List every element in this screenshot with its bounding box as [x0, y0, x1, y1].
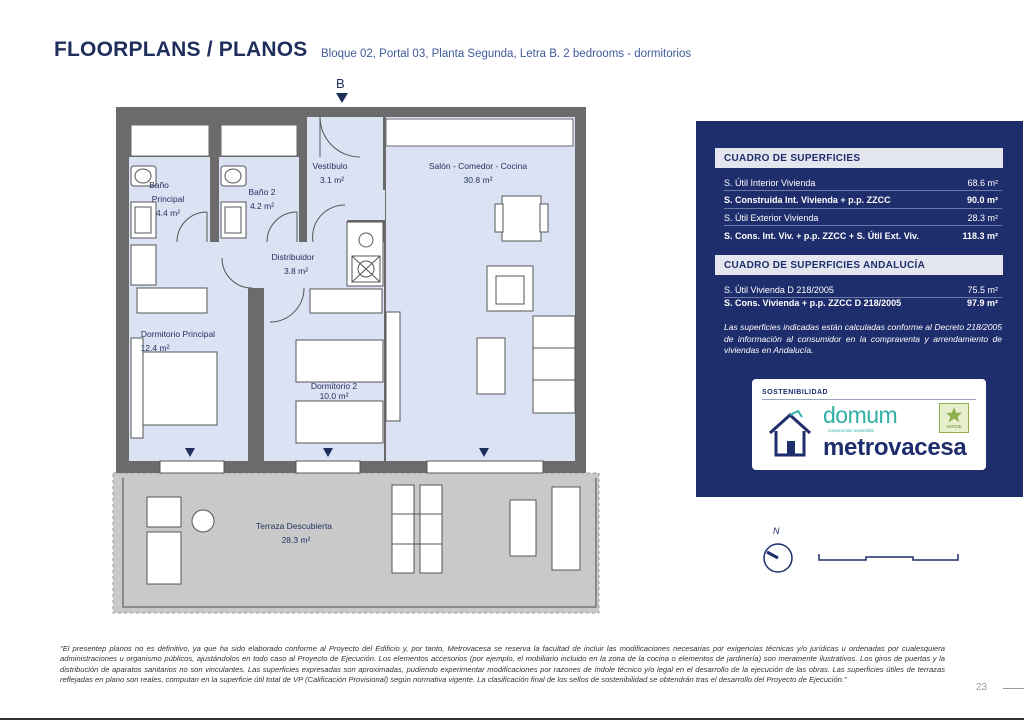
surface-row: S. Útil Interior Vivienda 68.6 m² [724, 178, 998, 188]
room-label: Baño 2 [248, 187, 276, 197]
surface-row: S. Útil Exterior Vivienda 28.3 m² [724, 213, 998, 223]
sustainability-heading: SOSTENIBILIDAD [762, 389, 829, 396]
surface-row: S. Cons. Int. Viv. + p.p. ZZCC + S. Útil Ext. Viv. 118.3 m² [724, 231, 998, 241]
room-area: 4.4 m² [155, 208, 181, 218]
metrovacesa-logo: metrovacesa [823, 434, 967, 461]
room-label: Terraza Descubierta [255, 521, 333, 531]
unit-letter: B [336, 76, 345, 91]
surface-row: S. Útil Vivienda D 218/2005 75.5 m² [724, 285, 998, 295]
surfaces-note: Las superficies indicadas están calculadas conforme al Decreto 218/2005 de información al consumidor en la compraventa y arrendamiento de viviendas en Andalucía. [724, 322, 1002, 355]
compass-north-label: N [773, 526, 780, 536]
scale-bar [818, 553, 960, 563]
house-logo-icon [766, 407, 818, 459]
room-area: 28.3 m² [281, 535, 311, 545]
room-area: 4.2 m² [249, 201, 275, 211]
legal-disclaimer: "El presentep planos no es definitivo, ya que ha sido elaborado conforme al Proyecto del Edificio y, por tanto, Metrovacesa se reserva la facultad de incluir las modificaciones necesarias por exigencias técnicas y/o jurídicas u ordenadas por cualesquiera administraciones u organismo públicos, ajustándolos en todo caso al Proyecto de Ejecución. Los elementos accesorios (por ejemplo, el mobiliario incluido en la zona de la cocina o elementos de jardinería) son meramente ilustrativos. Los giros de puertas y la distribución de aparatos sanitarios no son vinculantes. Las superficies expresadas son aproximadas, pudiendo experimentar modificaciones por razones de índole técnico y/o legal en el desarrollo de la ejecución de las obras. Las superficies útiles de terrazas reflejadas en plano son reales, computan en la superficie útil total de VP (Calificación Provisional) según normativa vigente. La clasificación final de los sellos de sostenibilidad se obtendrán tras el desarrollo del Proyecto de Ejecución." [60, 644, 945, 684]
surfaces-panel [696, 121, 1023, 497]
room-label: Dormitorio Principal [140, 329, 216, 339]
page-number: 23 [976, 682, 988, 693]
room-label: Dormitorio 2 [310, 381, 358, 391]
room-area: 10.0 m² [319, 391, 349, 401]
domum-logo: domum [823, 402, 898, 428]
room-label: Principal [151, 194, 185, 204]
surface-row: S. Cons. Vivienda + p.p. ZZCC D 218/2005 97.9 m² [724, 298, 998, 308]
room-label: Distribuidor [271, 252, 315, 262]
room-label: Salón - Comedor - Cocina [428, 161, 528, 171]
sustainability-card [752, 379, 986, 470]
room-area: 12.4 m² [140, 343, 170, 353]
page-title: FLOORPLANS / PLANOS [54, 38, 308, 61]
room-area: 3.1 m² [319, 175, 345, 185]
vestibulo-room [307, 117, 383, 190]
surface-row: S. Construida Int. Vivienda + p.p. ZZCC 90.0 m² [724, 195, 998, 205]
page-subtitle: Bloque 02, Portal 03, Planta Segunda, Letra B. 2 bedrooms - dormitorios [321, 48, 692, 60]
room-label: Vestíbulo [312, 161, 348, 171]
domum-tagline: compromiso sostenible [828, 428, 875, 433]
surfaces-heading: CUADRO DE SUPERFICIES [715, 148, 1003, 168]
compass-icon [759, 539, 799, 579]
room-area: 3.8 m² [283, 266, 309, 276]
room-label: Baño [149, 180, 169, 190]
entrance-arrow-icon [336, 93, 348, 103]
surfaces-andalucia-heading: CUADRO DE SUPERFICIES ANDALUCÍA [715, 255, 1003, 275]
room-area: 30.8 m² [463, 175, 493, 185]
compass [757, 526, 797, 576]
verde-label: VERDE [946, 424, 962, 429]
